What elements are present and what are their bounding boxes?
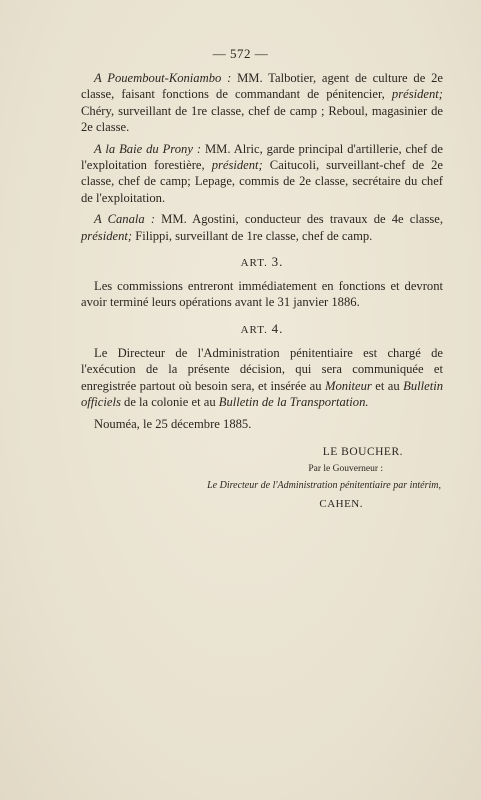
role-label: président; (81, 228, 133, 243)
article-3-heading (81, 254, 443, 270)
page-number: — 572 — (212, 46, 269, 61)
article-number: 3. (271, 254, 284, 270)
paragraph-text: Chéry, surveillant de 1re classe, chef de camp ; Reboul, magasinier de 2e classe. (81, 103, 443, 135)
paragraph-text: MM. Alric, garde principal d'artillerie, chef de l'exploitation forestière, (81, 141, 443, 173)
article-label: ART. (240, 257, 268, 270)
role-label: président; (211, 158, 263, 173)
role-label: président; (391, 87, 443, 102)
paragraph-canala (81, 211, 443, 244)
paragraph-text: Le Directeur de l'Administration pénitentiaire est chargé de l'exécution de la présente décision, qui sera communiquée et enregistrée partout où besoin sera, et insérée au (81, 345, 443, 393)
date-line: Nouméa, le 25 décembre 1885. (94, 416, 252, 431)
signature-director-title: Le Directeur de l'Administration pénitentiaire par intérim, (207, 479, 441, 491)
paragraph-text: MM. Agostini, conducteur des travaux de 4e classe, (155, 212, 444, 227)
paragraph-text: de la colonie et au (120, 395, 219, 410)
paragraph-text: MM. Talbotier, agent de culture de 2e classe, faisant fonctions de commandant de pénitencier, (81, 71, 443, 102)
article-number: 4. (271, 320, 284, 336)
paragraph-prony (81, 141, 443, 207)
paragraph-directeur (81, 345, 443, 411)
publication-moniteur: Moniteur (324, 378, 372, 393)
signature-par-le-gouverneur: Par le Gouverneur : (308, 463, 383, 474)
signature-name: LE BOUCHER. (322, 445, 403, 458)
paragraph-pouembout (81, 70, 443, 136)
publication-bulletin-officiels: Bulletin officiels (81, 378, 443, 410)
paragraph-text: et au (371, 378, 404, 393)
paragraph-text: Filippi, surveillant de 1re classe, chef de camp. (132, 228, 373, 243)
signature-cahen: CAHEN. (319, 497, 363, 510)
publication-bulletin-transportation: Bulletin de la Transportation. (218, 395, 369, 410)
article-4-heading (81, 321, 443, 337)
place-name: A Canala : (94, 212, 156, 227)
article-label: ART. (240, 323, 268, 336)
place-name: A la Baie du Prony : (94, 141, 202, 156)
document-body (81, 70, 443, 510)
place-name: A Pouembout-Koniambo : (94, 71, 232, 85)
paragraph-commissions: Les commissions entreront immédiatement en fonctions et devront avoir terminé leurs opérations avant le 31 janvier 1886. (81, 279, 443, 310)
paragraph-text: Caitucoli, surveillant-chef de 2e classe, chef de camp; Lepage, commis de 2e classe, secrétaire du chef de l'exploitation. (81, 158, 443, 205)
